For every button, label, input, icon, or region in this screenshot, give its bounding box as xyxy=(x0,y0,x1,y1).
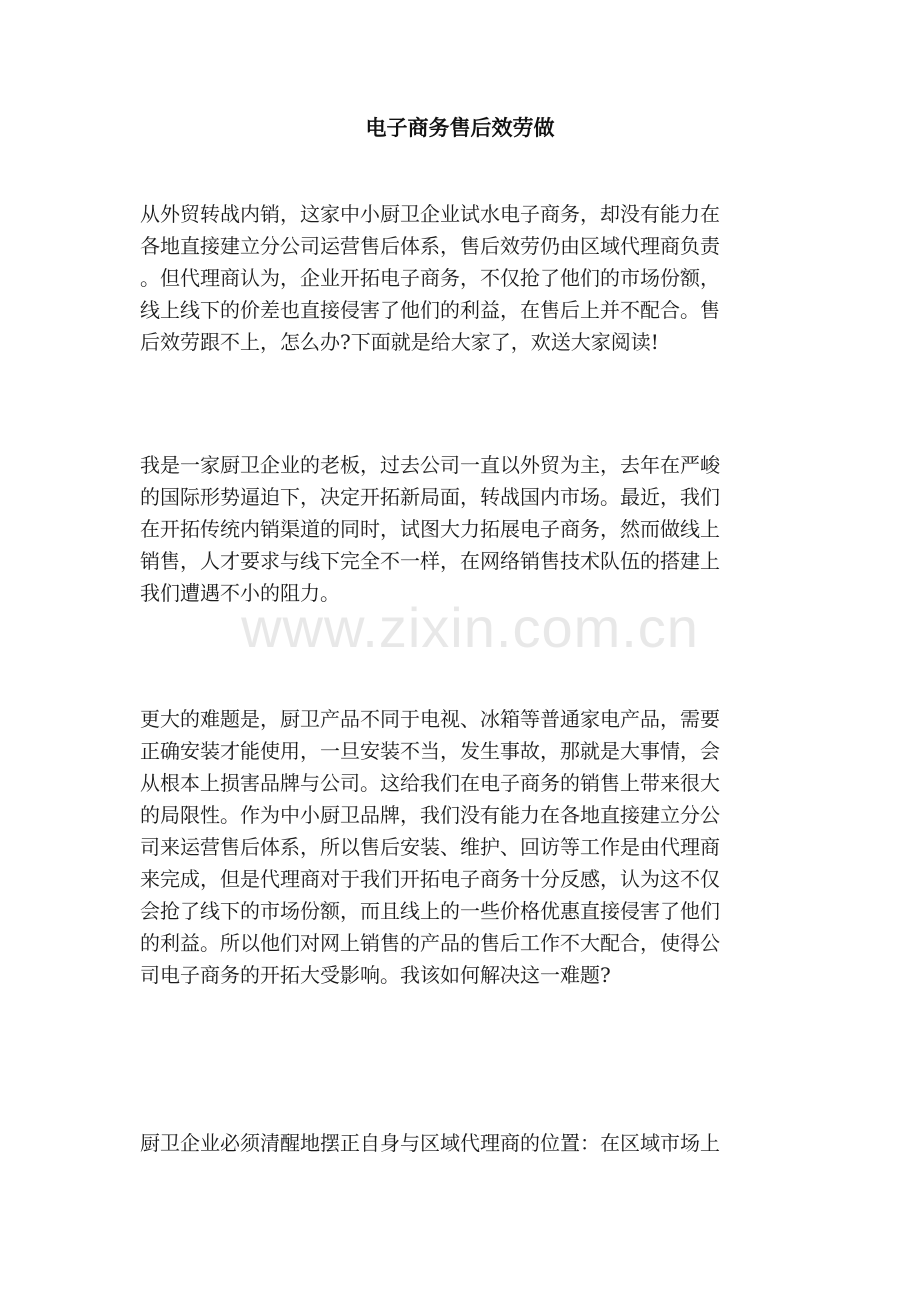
paragraph-line: 。但代理商认为，企业开拓电子商务，不仅抢了他们的市场份额， xyxy=(140,266,720,290)
paragraph-line: 的国际形势逼迫下，决定开拓新局面，转战国内市场。最近，我们 xyxy=(140,485,720,509)
paragraph-line: 正确安装才能使用，一旦安装不当，发生事故，那就是大事情，会 xyxy=(140,739,720,763)
paragraph-line: 从外贸转战内销，这家中小厨卫企业试水电子商务，却没有能力在 xyxy=(140,202,720,226)
document-title: 电子商务售后效劳做 xyxy=(365,116,555,140)
paragraph-line: 司来运营售后体系，所以售后安装、维护、回访等工作是由代理商 xyxy=(140,835,720,859)
paragraph-line: 后效劳跟不上，怎么办?下面就是给大家了，欢送大家阅读! xyxy=(140,330,659,354)
paragraph-line: 更大的难题是，厨卫产品不同于电视、冰箱等普通家电产品，需要 xyxy=(140,707,720,731)
paragraph-line: 我们遭遇不小的阻力。 xyxy=(140,581,340,605)
paragraph-line: 厨卫企业必须清醒地摆正自身与区域代理商的位置：在区域市场上 xyxy=(140,1131,720,1155)
paragraph-line: 的利益。所以他们对网上销售的产品的售后工作不大配合，使得公 xyxy=(140,931,720,955)
paragraph-difficulty xyxy=(140,703,772,991)
paragraph-line: 在开拓传统内销渠道的同时，试图大力拓展电子商务，然而做线上 xyxy=(140,517,720,541)
paragraph-line: 我是一家厨卫企业的老板，过去公司一直以外贸为主，去年在严峻 xyxy=(140,453,720,477)
paragraph-line: 司电子商务的开拓大受影响。我该如何解决这一难题? xyxy=(140,963,611,987)
paragraph-line: 会抢了线下的市场份额，而且线上的一些价格优惠直接侵害了他们 xyxy=(140,899,720,923)
watermark: www.zixin.com.cn xyxy=(241,596,699,659)
paragraph-line: 销售，人才要求与线下完全不一样，在网络销售技术队伍的搭建上 xyxy=(140,549,720,573)
paragraph-line: 的局限性。作为中小厨卫品牌，我们没有能力在各地直接建立分公 xyxy=(140,803,720,827)
paragraph-answer xyxy=(140,1127,772,1159)
paragraph-line: 线上线下的价差也直接侵害了他们的利益，在售后上并不配合。售 xyxy=(140,298,720,322)
paragraph-line: 各地直接建立分公司运营售后体系，售后效劳仍由区域代理商负责 xyxy=(140,234,720,258)
paragraph-line: 从根本上损害品牌与公司。这给我们在电子商务的销售上带来很大 xyxy=(140,771,720,795)
paragraph-intro xyxy=(140,198,772,358)
paragraph-line: 来完成，但是代理商对于我们开拓电子商务十分反感，认为这不仅 xyxy=(140,867,720,891)
paragraph-question-background xyxy=(140,449,772,609)
